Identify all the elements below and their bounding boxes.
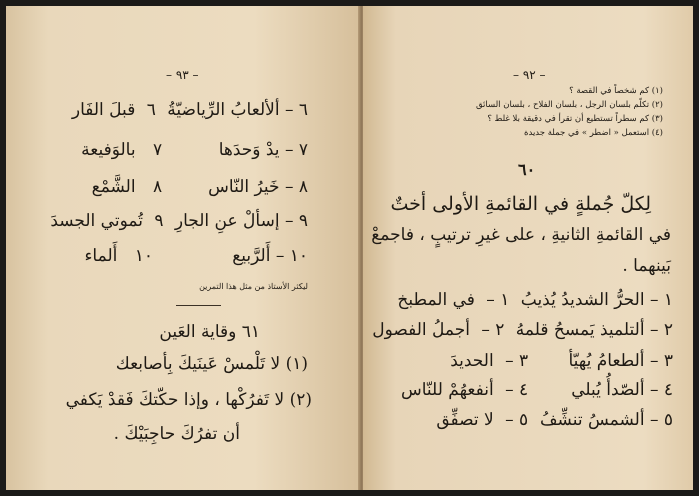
page-number: – ٩٢ – [513,68,546,82]
question-1: (١) كم شخصاً في القصة ؟ [569,86,663,96]
lesson-title: ٦١ وقاية العَين [159,322,260,342]
book-spread [6,6,693,490]
right-row-3: ٣ – ألطعامُ يُهيّأ ٣ – الحديدَ [450,351,673,371]
question-3: (٣) كم سطراً تستطيع أن تقرأ في دقيقة بلا غلط ؟ [487,114,663,124]
page-number: – ٩٣ – [166,68,199,82]
divider [176,305,221,306]
question-4: (٤) استعمل « اضطر » في جملة جديدة [524,128,663,138]
right-row-1: ١ – الحرُّ الشديدُ يُذيبُ ١ – في المطبخ [397,290,673,310]
instruction-line-1: لِكلّ جُملةٍ في القائمةِ الأولى أختٌ [390,193,651,215]
question-2: (٢) تكلّم بلسان الرجل ، بلسان الفلاح ، بلسان السائق [475,100,663,110]
teacher-note: ليكثر الأستاذ من مثل هذا التمرين [199,282,308,291]
instruction-line-3: بَينهما . [622,256,671,276]
instruction-line-2: في القائمةِ الثانيةِ ، على غيرِ ترتيبٍ ، فاجمعْ [371,225,671,245]
right-row-5: ٥ – ألشمسُ تنشِّفُ ٥ – لا تصفِّق [436,410,673,430]
left-row-3: ٨ – خَيرُ النّاس ٨ الشَّمْع [91,177,308,197]
left-row-4: ٩ – إسألْ عنِ الجارِ ٩ تُموتي الجسدَ [50,211,308,231]
lesson-line-2: (٢) لا تَفرُكْها ، وإذا حكّتكَ فَقدْ يَكفي [65,390,312,410]
exercise-number: ٦٠ [518,160,536,179]
right-row-4: ٤ – ألصّدأُ يُبلي ٤ – أنفعهُمْ للنّاس [401,380,673,400]
lesson-line-3: أن تفرُكَ حاجِبَيْكَ . [113,424,240,444]
lesson-line-1: (١) لا تَلْمسْ عَينَيكَ بِأصابعك [115,354,308,374]
left-row-2: ٧ – يدْ وَحدَها ٧ بالوَفيعة [81,140,308,160]
right-row-2: ٢ – ألتلميذ يَمسحُ قلمهُ ٢ – أجملُ الفصول [372,320,673,340]
left-row-1: ٦ – ألألعابُ الرِّياضيّةُ ٦ قبلَ الفَار [71,100,308,120]
right-page [363,6,693,490]
left-row-5: ١٠ – أَلرَّبيع ١٠ أَلماء [84,246,308,266]
left-page [6,6,360,490]
